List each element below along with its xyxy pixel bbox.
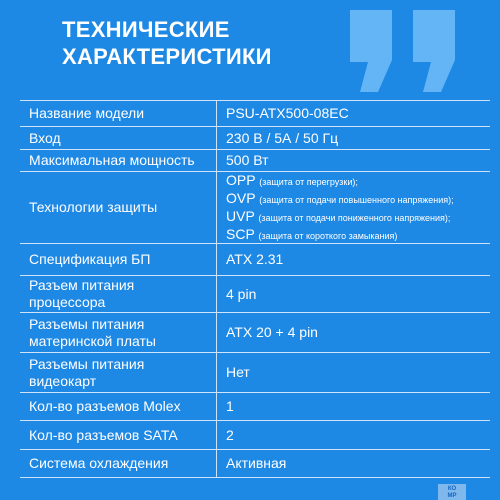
protection-item <box>226 172 454 190</box>
table-row-sata <box>20 421 490 450</box>
table-row-cpu-power <box>20 276 490 313</box>
row-label: Кол-во разъемов SATA <box>20 421 217 449</box>
protection-list <box>226 172 454 244</box>
quote-icon <box>350 0 500 95</box>
protection-code: UVP <box>226 207 255 224</box>
row-value: Активная <box>226 455 287 471</box>
row-value: PSU-ATX500-08EC <box>226 105 349 121</box>
row-value <box>217 172 490 243</box>
row-label: Вход <box>20 127 217 149</box>
row-label: Разъем питания процессора <box>20 276 217 312</box>
protection-item <box>226 190 454 208</box>
row-value: ATX 20 + 4 pin <box>226 324 318 340</box>
logo-line-1: КО <box>447 486 457 492</box>
protection-desc: (защита от подачи пониженного напряжения); <box>258 212 451 223</box>
protection-code: OVP <box>226 189 256 206</box>
row-label: Спецификация БП <box>20 244 217 275</box>
table-row-input <box>20 127 490 150</box>
row-value: 4 pin <box>226 285 257 302</box>
table-row-mb-power <box>20 313 490 353</box>
row-label: Название модели <box>20 101 217 126</box>
logo-line-2: МР <box>447 493 457 499</box>
table-row-protection <box>20 172 490 244</box>
title-line-1: ТЕХНИЧЕСКИЕ <box>62 17 230 42</box>
protection-item <box>226 226 454 244</box>
specs-table <box>20 100 490 478</box>
row-label: Кол-во разъемов Molex <box>20 393 217 420</box>
row-label: Технологии защиты <box>20 172 217 243</box>
protection-code: SCP <box>226 225 255 242</box>
protection-desc: (защита от перегрузки); <box>259 176 358 187</box>
protection-desc: (защита от подачи повышенного напряжения); <box>259 194 454 205</box>
row-label: Разъемы питания видеокарт <box>20 353 217 392</box>
row-value: 1 <box>226 398 234 414</box>
row-label: Система охлаждения <box>20 450 217 477</box>
table-row-gpu-power <box>20 353 490 393</box>
row-value: 500 Вт <box>226 152 269 168</box>
protection-code: OPP <box>226 171 256 188</box>
row-label: Разъемы питания материнской платы <box>20 313 217 352</box>
table-row-cooling <box>20 450 490 478</box>
row-label: Максимальная мощность <box>20 150 217 171</box>
table-row-power <box>20 150 490 172</box>
row-value: ATX 2.31 <box>226 251 284 267</box>
protection-desc: (защита от короткого замыкания) <box>258 230 398 241</box>
row-value: 2 <box>226 426 234 443</box>
page-title <box>62 16 272 70</box>
row-value: Нет <box>226 364 250 380</box>
table-row-molex <box>20 393 490 421</box>
table-row-psu-spec <box>20 244 490 276</box>
brand-logo <box>438 484 466 500</box>
table-row-model <box>20 101 490 127</box>
title-line-2: ХАРАКТЕРИСТИКИ <box>62 44 272 69</box>
row-value: 230 В / 5А / 50 Гц <box>226 129 339 146</box>
protection-item <box>226 208 454 226</box>
